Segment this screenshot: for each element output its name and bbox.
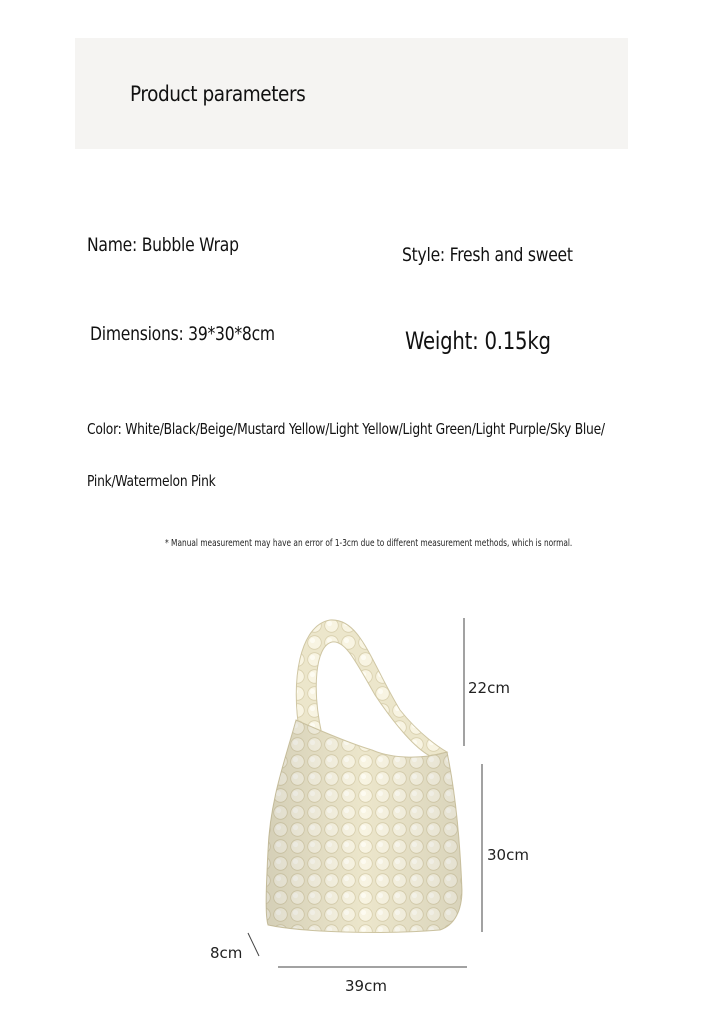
- page-title: Product parameters: [130, 82, 306, 106]
- depth-line: [248, 933, 259, 956]
- depth-label: 8cm: [210, 944, 243, 962]
- param-name: Name: Bubble Wrap: [87, 234, 239, 256]
- measurement-note: * Manual measurement may have an error of 1-3cm due to different measurement methods, which is normal.: [165, 538, 573, 549]
- tote-bag-illustration: [0, 600, 717, 1024]
- handle-height-label: 22cm: [468, 679, 510, 697]
- header-banner: [75, 38, 628, 149]
- param-color-line-1: Color: White/Black/Beige/Mustard Yellow/Light Yellow/Light Green/Light Purple/Sky Blue/: [87, 420, 605, 438]
- width-label: 39cm: [345, 977, 387, 995]
- param-style: Style: Fresh and sweet: [402, 244, 573, 266]
- body-height-label: 30cm: [487, 846, 529, 864]
- param-dimensions: Dimensions: 39*30*8cm: [90, 323, 275, 345]
- param-color-line-2: Pink/Watermelon Pink: [87, 472, 216, 490]
- param-weight: Weight: 0.15kg: [405, 327, 551, 355]
- product-figure: [0, 600, 717, 1024]
